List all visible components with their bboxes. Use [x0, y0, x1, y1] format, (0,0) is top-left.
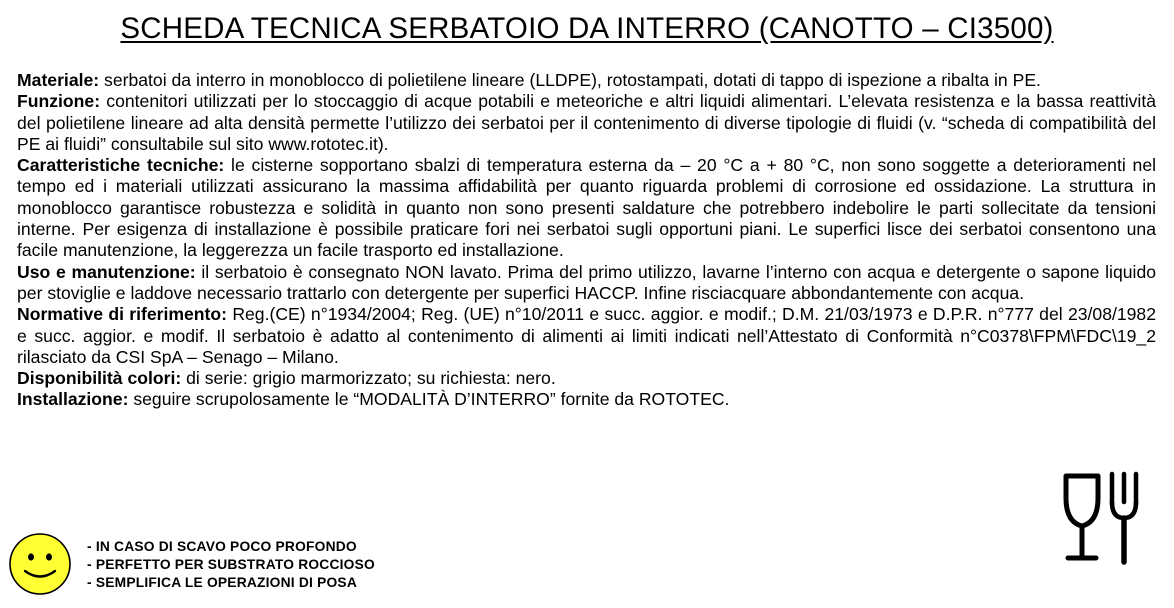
section-label: Funzione:	[17, 91, 101, 112]
section-text: di serie: grigio marmorizzato; su richiesta: nero.	[186, 368, 556, 389]
section-label: Caratteristiche tecniche:	[17, 155, 225, 176]
section-uso-manutenzione	[17, 262, 1156, 305]
section-label: Materiale:	[17, 70, 100, 90]
section-installazione	[17, 389, 1156, 410]
section-caratteristiche	[17, 155, 1156, 261]
section-text: serbatoi da interro in monoblocco di polietilene lineare (LLDPE), rotostampati, dotati di tappo di ispezione a ribalta in PE.	[104, 70, 1041, 90]
section-normative	[17, 304, 1156, 368]
section-text: il serbatoio è consegnato NON lavato. Prima del primo utilizzo, lavarne l’interno con acqua e detergente o sapone liquido per stoviglie e laddove necessario trattarlo con detergente per superfici HACCP. Infine risciacquare abbondantemente con acqua.	[17, 261, 1157, 303]
section-funzione	[17, 91, 1156, 155]
note-item: - SEMPLIFICA LE OPERAZIONI DI POSA	[87, 575, 357, 590]
section-materiale	[17, 70, 1156, 91]
section-label: Disponibilità colori:	[17, 368, 182, 389]
section-text: contenitori utilizzati per lo stoccaggio di acque potabili e meteoriche e altri liquidi alimentari. L’elevata resistenza e la bassa reattività del polietilene lineare ad alta densità permette l’utilizzo dei serbatoi per il contenimento di diverse tipologie di fluidi (v. “scheda di compatibilità del PE ai fluidi” consultabile sul sito www.rototec.it).	[17, 91, 1156, 154]
note-item: - IN CASO DI SCAVO POCO PROFONDO	[87, 539, 357, 554]
smiley-face-icon	[8, 532, 72, 596]
page-title: SCHEDA TECNICA SERBATOIO DA INTERRO (CANOTTO – CI3500)	[120, 12, 1054, 45]
notes-list	[87, 538, 375, 592]
section-text: Reg.(CE) n°1934/2004; Reg. (UE) n°10/2011 e succ. aggior. e modif.; D.M. 21/03/1973 e D.P.R. n°777 del 23/08/1982 e succ. aggior. e modif. Il serbatoio è adatto al contenimento di alimenti ai limiti indicati nell’Attestato di Conformità n°C0378\FPM\FDC\19_2 rilasciato da CSI SpA – Senago – Milano.	[17, 304, 1157, 367]
section-label: Normative di riferimento:	[17, 304, 228, 325]
section-text: seguire scrupolosamente le “MODALITÀ D’INTERRO” fornite da ROTOTEC.	[133, 389, 730, 410]
section-text: le cisterne sopportano sbalzi di temperatura esterna da – 20 °C a + 80 °C, non sono soggette a deterioramenti nel tempo ed i materiali utilizzati assicurano la massima affidabilità per quanto riguarda problemi di corrosione ed ossidazione. La struttura in monoblocco garantisce robustezza e solidità in quanto non sono presenti saldature che potrebbero indebolire le parti sollecitate da tensioni interne. Per esigenza di installazione è possibile praticare fori nei serbatoi sugli opportuni piani. Le superfici lisce dei serbatoi consentono una facile manutenzione, la leggerezza un facile trasporto ed installazione.	[17, 155, 1157, 261]
section-label: Installazione:	[17, 389, 129, 410]
section-colori	[17, 368, 1156, 389]
section-label: Uso e manutenzione:	[17, 261, 196, 282]
spec-body	[17, 70, 1156, 411]
note-item: - PERFETTO PER SUBSTRATO ROCCIOSO	[87, 557, 375, 572]
glass-fork-food-safe-icon	[1060, 470, 1150, 568]
